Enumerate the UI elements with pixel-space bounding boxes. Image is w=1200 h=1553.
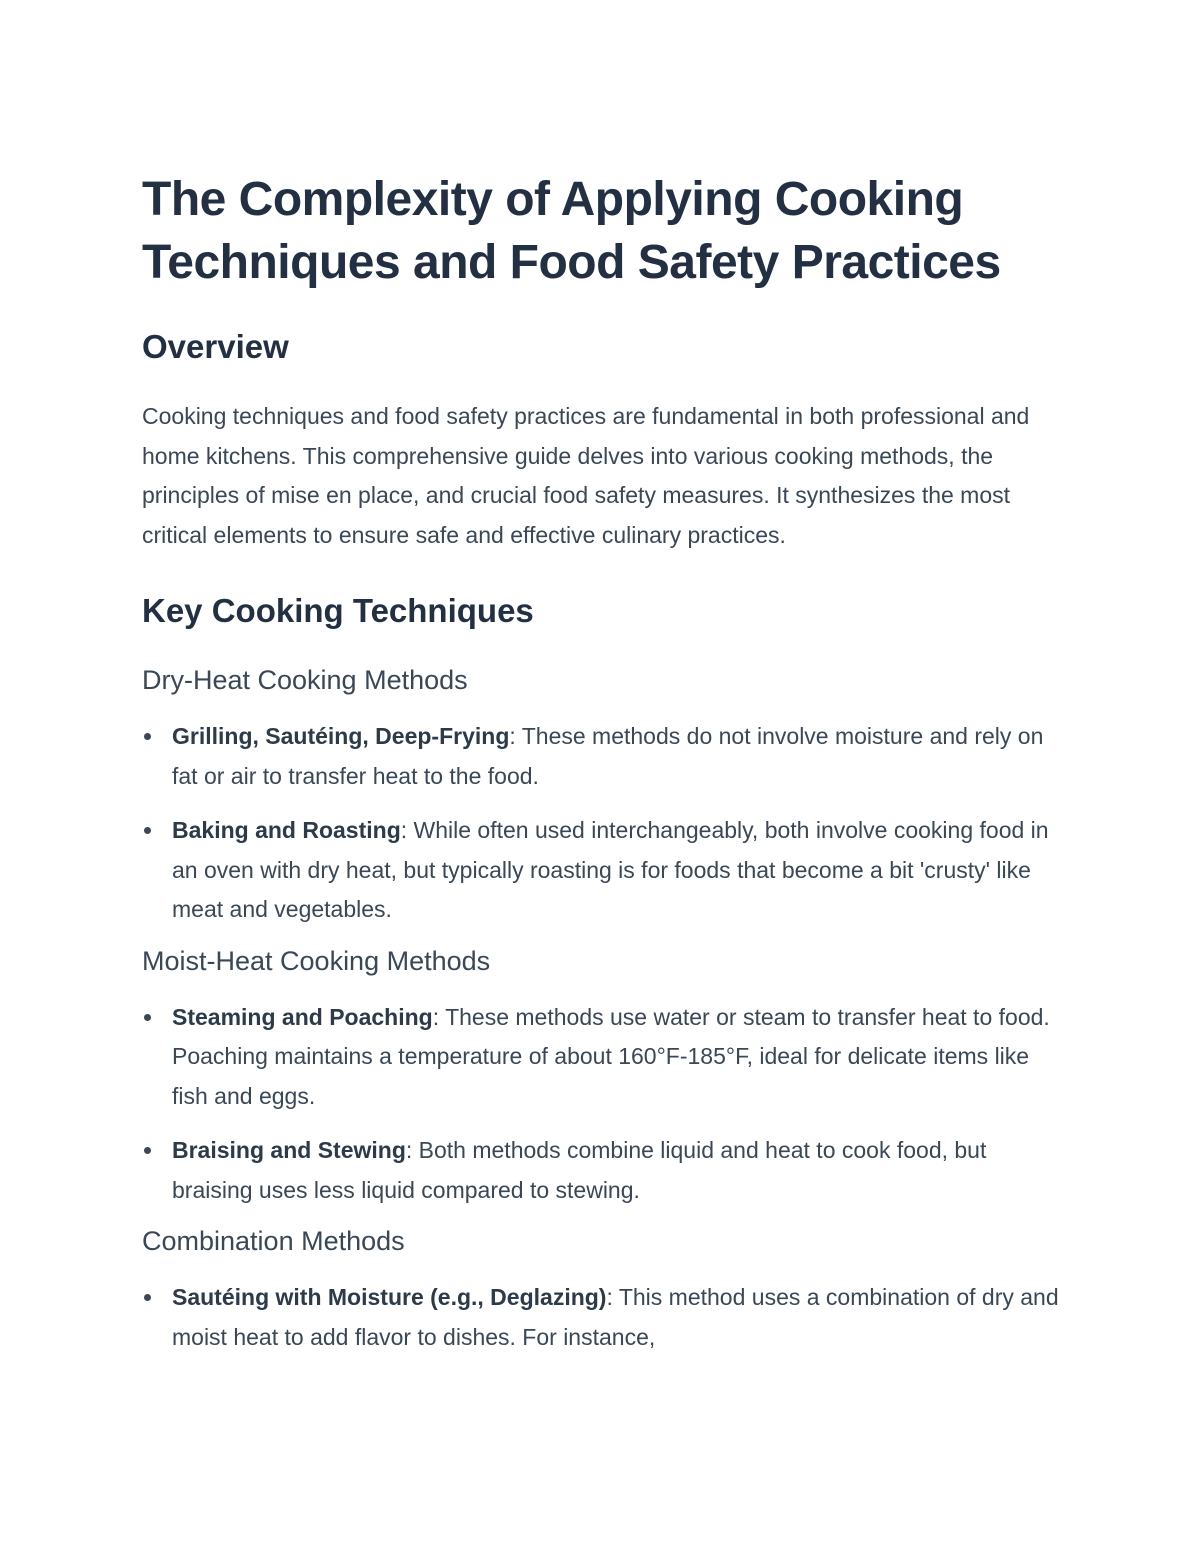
list-item-term: Baking and Roasting	[172, 817, 401, 843]
bullet-icon	[144, 827, 151, 834]
bullet-icon	[144, 733, 151, 740]
dry-heat-list	[142, 717, 1062, 930]
moist-heat-heading: Moist-Heat Cooking Methods	[142, 945, 491, 976]
overview-paragraph: Cooking techniques and food safety practices are fundamental in both professional and home kitchens. This comprehensive guide delves into various cooking methods, the principles of mise en place, and crucial food safety measures. It synthesizes the most critical elements to ensure safe and effective culinary practices.	[142, 403, 1030, 548]
list-item-text: : Both methods combine liquid and heat to cook food, but braising uses less liquid compared to stewing.	[172, 1137, 987, 1203]
list-item-term: Braising and Stewing	[172, 1137, 406, 1163]
moist-heat-list	[142, 998, 1062, 1211]
combination-list	[142, 1278, 1062, 1357]
list-item	[142, 811, 1062, 930]
bullet-icon	[144, 1294, 151, 1301]
list-item-term: Steaming and Poaching	[172, 1003, 433, 1030]
bullet-icon	[144, 1014, 151, 1021]
list-item-text: : These methods do not involve moisture and rely on fat or air to transfer heat to the food.	[172, 723, 1044, 789]
list-item-text: : This method uses a combination of dry and moist heat to add flavor to dishes. For instance,	[172, 1284, 1059, 1350]
document-page	[142, 168, 1062, 1357]
document-title: The Complexity of Applying Cooking Techniques and Food Safety Practices	[142, 173, 1001, 289]
list-item	[142, 717, 1062, 796]
bullet-icon	[144, 1147, 151, 1154]
combination-heading: Combination Methods	[142, 1226, 405, 1256]
list-item	[142, 1278, 1062, 1357]
list-item	[142, 998, 1062, 1117]
overview-heading: Overview	[142, 328, 289, 365]
dry-heat-heading: Dry-Heat Cooking Methods	[142, 665, 468, 695]
list-item-term: Sautéing with Moisture (e.g., Deglazing)	[172, 1284, 607, 1310]
list-item	[142, 1131, 1062, 1210]
list-item-term: Grilling, Sautéing, Deep-Frying	[172, 723, 510, 749]
key-techniques-heading: Key Cooking Techniques	[142, 592, 534, 629]
list-item-text: : While often used interchangeably, both involve cooking food in an oven with dry heat, but typically roasting is for foods that become a bit 'crusty' like meat and vegetables.	[172, 817, 1049, 922]
list-item-text: : These methods use water or steam to transfer heat to food. Poaching maintains a temperature of about 160°F-185°F, ideal for delicate items like fish and eggs.	[172, 1003, 1050, 1109]
